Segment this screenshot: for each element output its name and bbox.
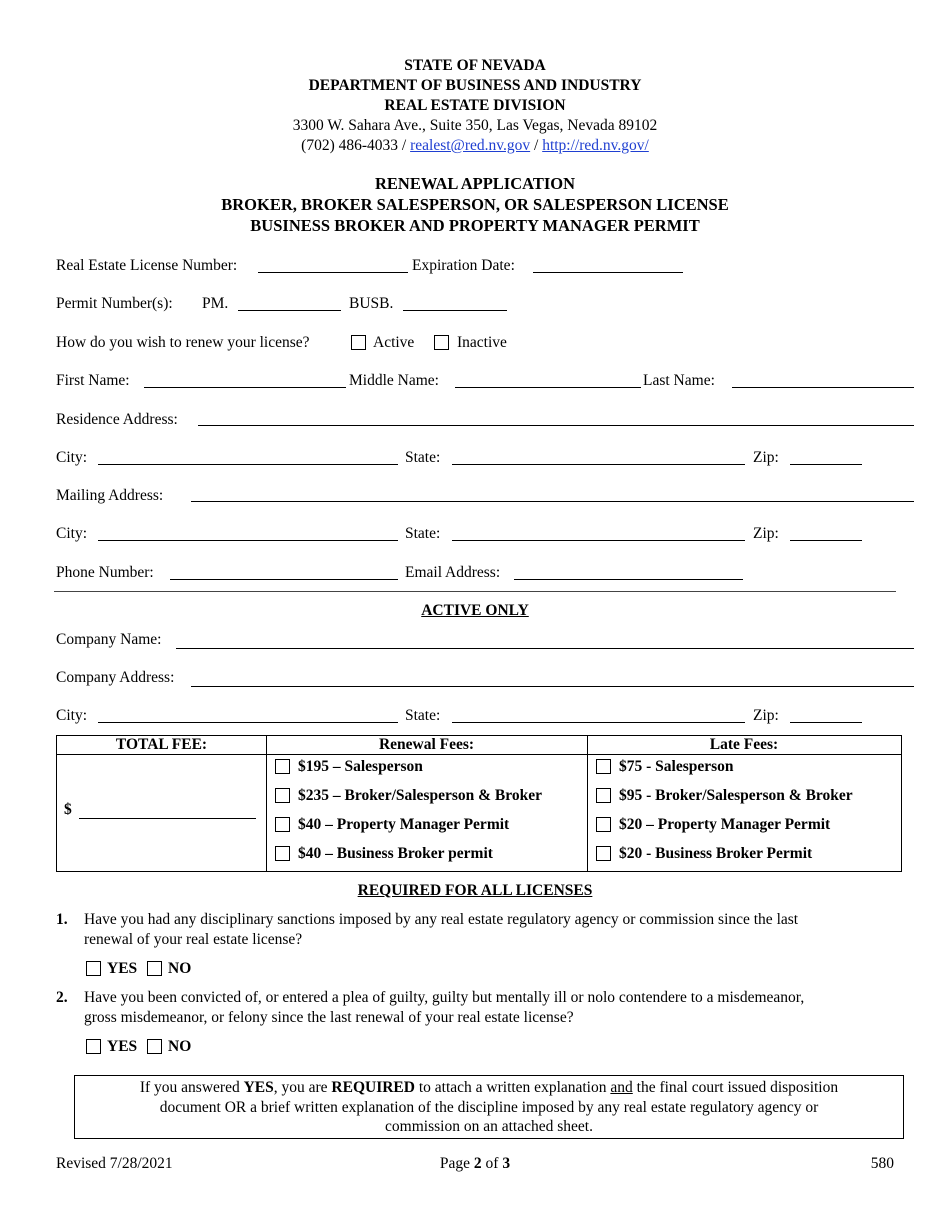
pm-label: PM. xyxy=(202,295,229,312)
form-subtitle-license: BROKER, BROKER SALESPERSON, OR SALESPERSON LICENSE xyxy=(221,195,729,214)
renew-question: How do you wish to renew your license? xyxy=(56,334,310,351)
company-city-field[interactable] xyxy=(98,722,398,723)
header-division: REAL ESTATE DIVISION xyxy=(384,97,566,114)
email-link[interactable]: realest@red.nv.gov xyxy=(410,137,531,154)
email-address-field[interactable] xyxy=(514,579,743,580)
revised-date: Revised 7/28/2021 xyxy=(56,1155,173,1172)
note-emphasis: YES xyxy=(243,1079,274,1096)
note-text: the final court issued disposition xyxy=(632,1079,839,1096)
late-salesperson-checkbox[interactable] xyxy=(596,759,611,774)
page-number: 2 xyxy=(473,1155,482,1172)
email-address-label: Email Address: xyxy=(405,564,501,581)
residence-zip-label: Zip: xyxy=(753,449,779,466)
question-1-text-cont: renewal of your real estate license? xyxy=(84,931,303,948)
late-fees-header: Late Fees: xyxy=(709,736,779,753)
q1-no-checkbox[interactable] xyxy=(147,961,162,976)
phone-number-label: Phone Number: xyxy=(56,564,154,581)
q1-yes-checkbox[interactable] xyxy=(86,961,101,976)
renewal-fee-option: $235 – Broker/Salesperson & Broker xyxy=(298,787,542,804)
renewal-business-broker-checkbox[interactable] xyxy=(275,846,290,861)
license-number-label: Real Estate License Number: xyxy=(56,257,238,274)
dollar-sign: $ xyxy=(64,801,72,818)
company-name-label: Company Name: xyxy=(56,631,162,648)
fee-table-header-rule xyxy=(57,754,901,755)
q2-yes-checkbox[interactable] xyxy=(86,1039,101,1054)
company-state-field[interactable] xyxy=(452,722,745,723)
header-state: STATE OF NEVADA xyxy=(404,57,546,74)
license-number-field[interactable] xyxy=(258,272,408,273)
busb-label: BUSB. xyxy=(349,295,394,312)
page-indicator xyxy=(0,1155,950,1173)
renewal-property-manager-checkbox[interactable] xyxy=(275,817,290,832)
company-address-label: Company Address: xyxy=(56,669,175,686)
question-1-text: Have you had any disciplinary sanctions imposed by any real estate regulatory agency or commission since the last xyxy=(84,911,799,928)
header-contact-line xyxy=(0,137,950,155)
note-text: to attach a written explanation xyxy=(414,1079,611,1096)
late-fee-option: $20 – Property Manager Permit xyxy=(619,816,831,833)
note-text: If you answered xyxy=(139,1079,244,1096)
renewal-fee-option: $40 – Property Manager Permit xyxy=(298,816,510,833)
of-word: of xyxy=(485,1155,499,1172)
page-total: 3 xyxy=(502,1155,511,1172)
required-heading: REQUIRED FOR ALL LICENSES xyxy=(357,882,593,899)
page-word: Page xyxy=(439,1155,471,1172)
residence-state-field[interactable] xyxy=(452,464,745,465)
mailing-zip-label: Zip: xyxy=(753,525,779,542)
header-address: 3300 W. Sahara Ave., Suite 350, Las Vegas, Nevada 89102 xyxy=(292,117,658,134)
note-line-1 xyxy=(75,1078,903,1098)
renewal-fee-option: $40 – Business Broker permit xyxy=(298,845,493,862)
late-business-broker-checkbox[interactable] xyxy=(596,846,611,861)
last-name-label: Last Name: xyxy=(643,372,715,389)
renewal-fee-option: $195 – Salesperson xyxy=(298,758,423,775)
form-subtitle-permit: BUSINESS BROKER AND PROPERTY MANAGER PERMIT xyxy=(250,216,700,235)
middle-name-field[interactable] xyxy=(455,387,641,388)
company-name-field[interactable] xyxy=(176,648,914,649)
header-phone: (702) 486-4033 xyxy=(301,137,399,154)
residence-city-field[interactable] xyxy=(98,464,398,465)
residence-address-label: Residence Address: xyxy=(56,411,178,428)
mailing-state-field[interactable] xyxy=(452,540,745,541)
note-underline: and xyxy=(610,1079,633,1096)
total-fee-field[interactable] xyxy=(79,818,256,819)
form-number: 580 xyxy=(870,1155,894,1172)
yes-label: YES xyxy=(107,960,138,977)
renewal-salesperson-checkbox[interactable] xyxy=(275,759,290,774)
question-2-text-cont: gross misdemeanor, or felony since the last renewal of your real estate license? xyxy=(84,1009,574,1026)
mailing-city-label: City: xyxy=(56,525,88,542)
website-link[interactable]: http://red.nv.gov/ xyxy=(542,137,649,154)
form-title: RENEWAL APPLICATION xyxy=(374,174,576,193)
no-label: NO xyxy=(168,960,192,977)
mailing-address-field[interactable] xyxy=(191,501,914,502)
q2-no-checkbox[interactable] xyxy=(147,1039,162,1054)
header-department: DEPARTMENT OF BUSINESS AND INDUSTRY xyxy=(308,77,642,94)
section-divider xyxy=(54,591,896,592)
total-fee-header: TOTAL FEE: xyxy=(115,736,208,753)
note-line-2: document OR a brief written explanation of the discipline imposed by any real estate regulatory agency or xyxy=(159,1098,819,1116)
busb-permit-field[interactable] xyxy=(403,310,507,311)
active-only-heading: ACTIVE ONLY xyxy=(421,602,529,619)
late-fee-option: $20 - Business Broker Permit xyxy=(619,845,813,862)
mailing-address-label: Mailing Address: xyxy=(56,487,164,504)
renewal-broker-checkbox[interactable] xyxy=(275,788,290,803)
yes-label: YES xyxy=(107,1038,138,1055)
mailing-zip-field[interactable] xyxy=(790,540,862,541)
note-line-3: commission on an attached sheet. xyxy=(385,1118,593,1135)
residence-city-label: City: xyxy=(56,449,88,466)
late-broker-checkbox[interactable] xyxy=(596,788,611,803)
header-separator: / xyxy=(534,137,539,154)
late-property-manager-checkbox[interactable] xyxy=(596,817,611,832)
mailing-city-field[interactable] xyxy=(98,540,398,541)
phone-number-field[interactable] xyxy=(170,579,398,580)
renewal-fees-header: Renewal Fees: xyxy=(378,736,475,753)
last-name-field[interactable] xyxy=(732,387,914,388)
fee-table-divider xyxy=(587,736,588,871)
residence-zip-field[interactable] xyxy=(790,464,862,465)
question-2-text: Have you been convicted of, or entered a plea of guilty, guilty but mentally ill or nolo contendere to a misdemeanor, xyxy=(84,989,805,1006)
company-zip-field[interactable] xyxy=(790,722,862,723)
expiration-date-label: Expiration Date: xyxy=(412,257,515,274)
company-zip-label: Zip: xyxy=(753,707,779,724)
explanation-note-box xyxy=(74,1075,904,1139)
no-label: NO xyxy=(168,1038,192,1055)
pm-permit-field[interactable] xyxy=(238,310,341,311)
active-checkbox[interactable] xyxy=(351,335,366,350)
late-fee-option: $75 - Salesperson xyxy=(619,758,734,775)
residence-state-label: State: xyxy=(405,449,441,466)
late-fee-option: $95 - Broker/Salesperson & Broker xyxy=(619,787,853,804)
company-state-label: State: xyxy=(405,707,441,724)
middle-name-label: Middle Name: xyxy=(349,372,439,389)
fee-table-divider xyxy=(266,736,267,871)
question-number: 1. xyxy=(56,911,68,928)
company-address-field[interactable] xyxy=(191,686,914,687)
inactive-checkbox[interactable] xyxy=(434,335,449,350)
expiration-date-field[interactable] xyxy=(533,272,683,273)
inactive-option-label: Inactive xyxy=(457,334,507,351)
permit-number-label: Permit Number(s): xyxy=(56,295,173,312)
first-name-label: First Name: xyxy=(56,372,130,389)
note-text: , you are xyxy=(273,1079,332,1096)
question-number: 2. xyxy=(56,989,68,1006)
residence-address-field[interactable] xyxy=(198,425,914,426)
note-emphasis: REQUIRED xyxy=(331,1079,415,1096)
company-city-label: City: xyxy=(56,707,88,724)
mailing-state-label: State: xyxy=(405,525,441,542)
active-option-label: Active xyxy=(373,334,415,351)
first-name-field[interactable] xyxy=(144,387,346,388)
fee-table xyxy=(56,735,902,872)
header-separator: / xyxy=(401,137,407,154)
